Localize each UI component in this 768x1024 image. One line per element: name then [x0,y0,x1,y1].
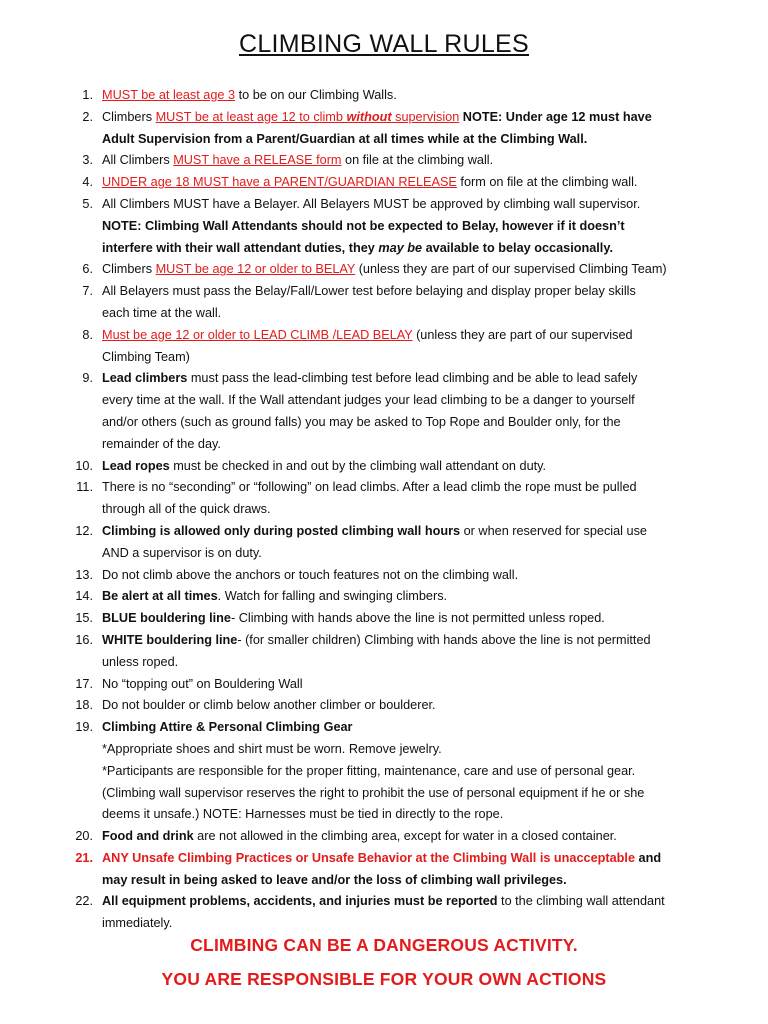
rule-number: 19. [75,720,93,735]
rule-text: Do not boulder or climb below another climber or boulderer. [102,698,436,713]
rule-text: (unless they are part of our supervised Climbing Team) [355,262,667,277]
rule-number: 12. [75,523,93,538]
rule-number: 9. [82,371,93,386]
rule-text: must be checked in and out by the climbing wall attendant on duty. [169,458,547,473]
rule-highlight: UNDER age 18 MUST have a PARENT/GUARDIAN RELEASE [102,175,457,190]
rule-21 [71,848,701,892]
rule-text: All Climbers [102,153,174,168]
rule-highlight: supervision [391,109,460,124]
rule-number: 22. [75,894,93,909]
rule-text: *Appropriate shoes and shirt must be worn. Remove jewelry. [102,741,442,756]
rule-text: are not allowed in the climbing area, except for water in a closed container. [193,829,617,844]
rule-9 [71,368,701,455]
rule-14 [71,586,701,608]
rule-highlight: MUST be at least age 12 to climb [155,109,347,124]
rule-number: 1. [82,88,93,102]
rule-12 [71,521,701,565]
rule-text: form on file at the climbing wall. [456,175,638,190]
rule-lead: Food and drink [102,829,194,844]
rule-note: NOTE: Climbing Wall Attendants should not be expected to Belay, however if it doesn’t [102,218,625,233]
rule-18 [71,695,701,717]
rule-note: available to belay occasionally. [422,240,613,255]
rule-lead: Lead climbers [102,371,188,386]
rule-number: 5. [82,196,93,211]
rule-note-emphasis: may be [378,240,423,255]
rule-number: 4. [82,175,93,190]
rule-number: 17. [75,676,93,691]
rule-text: immediately. [102,916,173,931]
rule-note: and [635,850,662,865]
rule-note: NOTE: Under age 12 must have [459,109,652,124]
rule-lead: Lead ropes [102,458,170,473]
rule-lead: Be alert at all times [102,589,218,604]
rule-text: must pass the lead-climbing test before lead climbing and be able to lead safely [187,371,638,386]
rule-text: through all of the quick draws. [102,502,271,517]
rule-5 [71,194,701,259]
rule-text: and/or others (such as ground falls) you may be asked to Top Rope and Boulder only, for the [102,414,621,429]
rule-2 [71,107,701,151]
rule-number: 3. [82,153,93,168]
rule-number: 16. [75,632,93,647]
rule-lead: All equipment problems, accidents, and injuries must be reported [102,894,498,909]
rule-number: 14. [75,589,93,604]
rule-number: 2. [82,109,93,124]
rule-6 [71,259,701,281]
rule-note: interfere with their wall attendant duties, they [102,240,379,255]
rule-15 [71,608,701,630]
rule-text: remainder of the day. [102,436,221,451]
rule-highlight: ANY Unsafe Climbing Practices or Unsafe Behavior at the Climbing Wall is unacceptable [102,850,636,865]
rule-number: 10. [75,458,93,473]
rule-number: 13. [75,567,93,582]
rule-4 [71,172,701,194]
rule-text: or when reserved for special use [460,523,647,538]
rule-number: 6. [82,262,93,277]
rule-number: 20. [75,829,93,844]
rule-text: *Participants are responsible for the proper fitting, maintenance, care and use of personal gear. [102,763,636,778]
rule-11 [71,477,701,521]
rule-highlight: MUST be at least age 3 [102,88,236,102]
rule-number: 18. [75,698,93,713]
rule-text: (unless they are part of our supervised [412,327,633,342]
page-title: CLIMBING WALL RULES [238,30,530,58]
rule-number: 7. [82,284,93,299]
rule-1 [71,85,701,107]
rule-13 [71,565,701,587]
rule-note: Adult Supervision from a Parent/Guardian at all times while at the Climbing Wall. [102,131,588,146]
rule-number: 8. [82,327,93,342]
rule-7 [71,281,701,325]
rule-20 [71,826,701,848]
rule-text: each time at the wall. [102,305,222,320]
responsibility-warning: YOU ARE RESPONSIBLE FOR YOUR OWN ACTIONS [161,969,607,989]
rule-highlight: MUST be age 12 or older to BELAY [155,262,356,277]
rule-number: 15. [75,611,93,626]
rule-text: to the climbing wall attendant [497,894,665,909]
rule-lead: BLUE bouldering line [102,611,231,626]
rule-highlight: MUST have a RELEASE form [173,153,342,168]
rule-text: - Climbing with hands above the line is not permitted unless roped. [231,611,605,626]
rule-8 [71,325,701,369]
rule-text: . Watch for falling and swinging climbers. [217,589,448,604]
rule-highlight: Must be age 12 or older to LEAD CLIMB /LEAD BELAY [102,327,413,342]
rule-highlight-emphasis: without [346,109,392,124]
rule-text: unless roped. [102,654,179,669]
rule-text: AND a supervisor is on duty. [102,545,262,560]
rule-text: Climbers [102,262,156,277]
rule-note: may result in being asked to leave and/or the loss of climbing wall privileges. [102,872,567,887]
rule-lead: Climbing is allowed only during posted climbing wall hours [102,523,461,538]
rule-text: Do not climb above the anchors or touch features not on the climbing wall. [102,567,519,582]
rule-text: every time at the wall. If the Wall attendant judges your lead climbing to be a danger to yourself [102,393,635,408]
rule-16 [71,630,701,674]
rule-text: All Climbers MUST have a Belayer. All Belayers MUST be approved by climbing wall supervisor. [102,196,641,211]
rule-lead: WHITE bouldering line [102,632,238,647]
rule-text: deems it unsafe.) NOTE: Harnesses must be tied in directly to the rope. [102,807,504,822]
danger-warning: CLIMBING CAN BE A DANGEROUS ACTIVITY. [190,935,578,955]
rule-17 [71,674,701,696]
rule-text: Climbing Team) [102,349,190,364]
rule-22 [71,891,701,935]
rule-number: 11. [76,480,93,495]
rule-text: No “topping out” on Bouldering Wall [102,676,303,691]
rule-text: - (for smaller children) Climbing with hands above the line is not permitted [237,632,651,647]
rules-list [71,85,701,935]
rule-text: (Climbing wall supervisor reserves the right to prohibit the use of personal equipment if he or she [102,785,645,800]
rule-lead: Climbing Attire & Personal Climbing Gear [102,720,353,735]
rule-text: on file at the climbing wall. [341,153,494,168]
rule-text: Climbers [102,109,156,124]
rule-text: All Belayers must pass the Belay/Fall/Lower test before belaying and display proper belay skills [102,284,636,299]
rule-3 [71,150,701,172]
rule-10 [71,456,701,478]
rule-19 [71,717,701,826]
rule-text: There is no “seconding” or “following” on lead climbs. After a lead climb the rope must be pulled [102,480,637,495]
rule-text: to be on our Climbing Walls. [235,88,397,102]
rule-number: 21. [75,850,93,865]
